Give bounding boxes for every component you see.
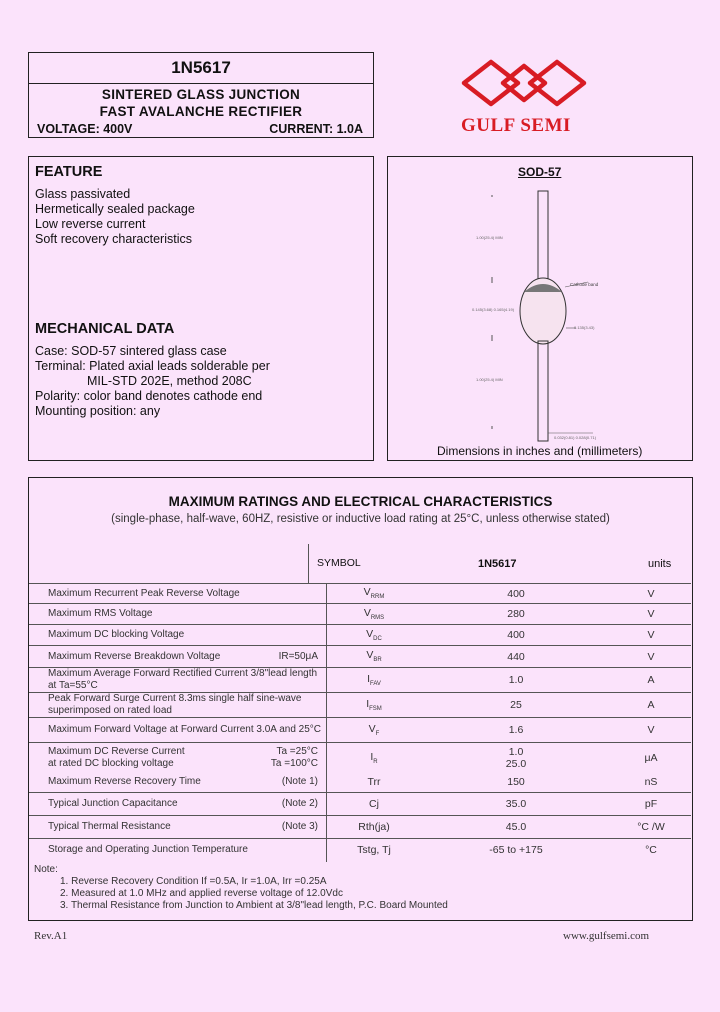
symbol-cell: $I_R$ <box>327 743 422 773</box>
label-lead-diameter: 0.032(0.81) 0.028(0.71) <box>554 435 597 440</box>
table-row <box>29 839 691 862</box>
mechanical-list <box>35 344 270 419</box>
value-cell: 400 <box>421 625 611 646</box>
voltage-rating: VOLTAGE: 400V <box>37 122 133 136</box>
label-body-diameter: 0.145(3.68) 0.165(4.19) <box>472 307 515 312</box>
dimensions-note: Dimensions in inches and (millimeters) <box>437 444 643 458</box>
table-row <box>29 718 691 743</box>
header-box <box>28 52 374 138</box>
symbol-cell: Cj <box>327 793 422 816</box>
value-cell: -65 to +175 <box>421 839 611 862</box>
unit-cell: pF <box>611 793 691 816</box>
value-cell: 280 <box>421 604 611 625</box>
subtitle-1: SINTERED GLASS JUNCTION <box>101 87 301 102</box>
param-cell: Maximum Reverse Breakdown Voltage IR=50μA <box>29 646 327 668</box>
note-item: 1. Reverse Recovery Condition If =0.5A, Ir =1.0A, Irr =0.25A <box>60 876 327 887</box>
unit-cell: A <box>611 668 691 693</box>
table-row <box>29 604 691 625</box>
logo-text: GULF SEMI <box>461 115 571 136</box>
current-rating: CURRENT: 1.0A <box>269 122 363 136</box>
param-cell: Maximum Average Forward Rectified Current 3/8"lead length at Ta=55°C <box>29 668 327 693</box>
mechanical-line: Mounting position: any <box>35 404 161 418</box>
symbol-cell: Rth(ja) <box>327 816 422 839</box>
col-units: units <box>648 558 672 570</box>
value-cell: 1.0 25.0 <box>421 743 611 773</box>
param-cell: Typical Junction Capacitance (Note 2) <box>29 793 327 816</box>
unit-cell: V <box>611 718 691 743</box>
gulf-semi-logo-icon <box>458 54 608 116</box>
symbol-cell: $V_{DC}$ <box>327 625 422 646</box>
package-box <box>387 156 693 461</box>
symbol-cell: $V_{BR}$ <box>327 646 422 668</box>
feature-item: Hermetically sealed package <box>35 202 195 216</box>
symbol-cell: $I_{FSM}$ <box>327 693 422 718</box>
part-number: 1N5617 <box>171 58 231 77</box>
table-row <box>29 646 691 668</box>
table-row <box>29 625 691 646</box>
unit-cell: V <box>611 604 691 625</box>
table-row <box>29 584 691 604</box>
mechanical-line: MIL-STD 202E, method 208C <box>87 374 252 388</box>
table-row <box>29 773 691 793</box>
value-cell: 1.0 <box>421 668 611 693</box>
unit-cell: V <box>611 584 691 604</box>
symbol-cell: Tstg, Tj <box>327 839 422 862</box>
label-body-length: 0.135(3.43) <box>574 325 595 330</box>
symbol-cell: $I_{FAV}$ <box>327 668 422 693</box>
mechanical-title: MECHANICAL DATA <box>35 321 175 337</box>
param-cell: Typical Thermal Resistance (Note 3) <box>29 816 327 839</box>
unit-cell: °C <box>611 839 691 862</box>
label-lead-length-top: 1.00(25.4) MIN <box>476 235 503 240</box>
diode-drawing <box>388 181 694 449</box>
header-divider <box>308 544 309 584</box>
subtitle-2: FAST AVALANCHE RECTIFIER <box>99 104 303 119</box>
feature-title: FEATURE <box>35 164 103 180</box>
unit-cell: °C /W <box>611 816 691 839</box>
param-cell: Maximum Forward Voltage at Forward Current 3.0A and 25°C <box>29 718 327 743</box>
mechanical-line: Case: SOD-57 sintered glass case <box>35 344 227 358</box>
ratings-table <box>29 583 691 862</box>
ratings-subtitle: (single-phase, half-wave, 60HZ, resistive or inductive load rating at 25°C, unless otherwise stated) <box>111 513 610 525</box>
label-cathode-band: Cathode band <box>570 282 599 287</box>
col-part: 1N5617 <box>478 558 517 570</box>
label-lead-length-bottom: 1.00(25.4) MIN <box>476 377 503 382</box>
param-cell: Maximum RMS Voltage <box>29 604 327 625</box>
param-cell: Maximum Reverse Recovery Time (Note 1) <box>48 776 318 788</box>
value-cell: 25 <box>421 693 611 718</box>
feature-list <box>35 187 195 247</box>
notes <box>34 864 448 912</box>
param-cell: Maximum Recurrent Peak Reverse Voltage <box>29 584 327 604</box>
note-item: 3. Thermal Resistance from Junction to Ambient at 3/8"lead length, P.C. Board Mounted <box>60 900 448 911</box>
ratings-title: MAXIMUM RATINGS AND ELECTRICAL CHARACTERISTICS <box>168 494 553 509</box>
revision: Rev.A1 <box>34 930 68 942</box>
value-cell: 35.0 <box>421 793 611 816</box>
col-symbol: SYMBOL <box>317 557 361 569</box>
value-cell: 150 <box>507 776 525 789</box>
feature-box <box>28 156 374 461</box>
website-link[interactable]: www.gulfsemi.com <box>563 930 650 942</box>
symbol-cell: $V_{RRM}$ <box>327 584 422 604</box>
unit-cell: nS <box>644 776 658 789</box>
mechanical-line: Terminal: Plated axial leads solderable per <box>35 359 270 373</box>
value-cell: 1.6 <box>421 718 611 743</box>
table-row <box>29 668 691 693</box>
table-row <box>29 816 691 839</box>
divider <box>29 83 373 84</box>
value-cell: 440 <box>421 646 611 668</box>
table-row <box>29 693 691 718</box>
param-cell: Maximum DC Reverse Current Ta =25°C at rated DC blocking voltage Ta =100°C <box>29 743 327 773</box>
unit-cell: V <box>611 625 691 646</box>
param-cell: Maximum DC blocking Voltage <box>29 625 327 646</box>
symbol-cell: $V_F$ <box>327 718 422 743</box>
symbol-cell: Trr <box>327 773 422 793</box>
unit-cell: μA <box>611 743 691 773</box>
value-cell: 45.0 <box>421 816 611 839</box>
value-cell: 400 <box>421 584 611 604</box>
notes-title: Note: <box>34 864 58 875</box>
table-row <box>29 793 691 816</box>
unit-cell: A <box>611 693 691 718</box>
feature-item: Soft recovery characteristics <box>35 232 192 246</box>
symbol-cell: $V_{RMS}$ <box>327 604 422 625</box>
unit-cell: V <box>611 646 691 668</box>
table-row <box>29 743 691 773</box>
param-cell: Storage and Operating Junction Temperature <box>29 839 327 862</box>
feature-item: Low reverse current <box>35 217 146 231</box>
package-name: SOD-57 <box>518 165 562 179</box>
feature-item: Glass passivated <box>35 187 131 201</box>
mechanical-line: Polarity: color band denotes cathode end <box>35 389 263 403</box>
note-item: 2. Measured at 1.0 MHz and applied reverse voltage of 12.0Vdc <box>60 888 343 899</box>
param-cell: Peak Forward Surge Current 8.3ms single half sine-wave superimposed on rated load <box>29 693 327 718</box>
